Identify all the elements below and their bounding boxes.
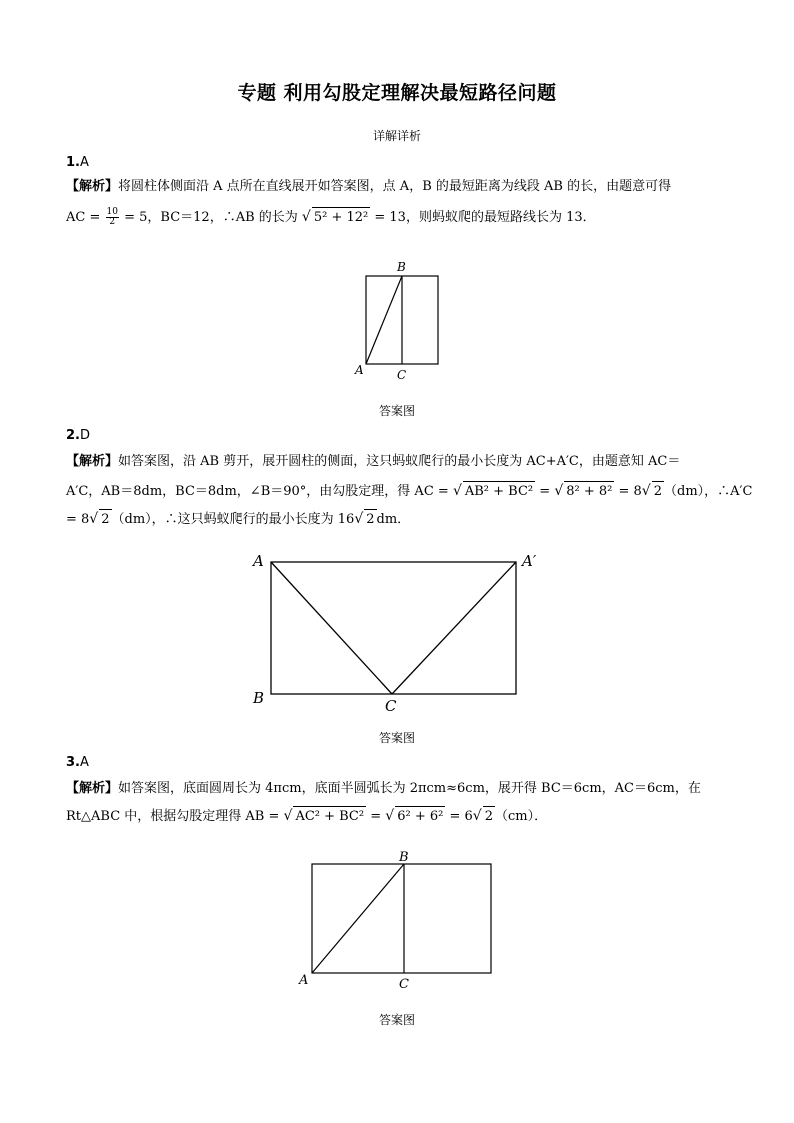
q3-line2-b: = 6 [449, 809, 473, 824]
q2-line2-c: （dm），∴A′C [664, 484, 753, 499]
q2-line2-b: = 8 [618, 484, 642, 499]
q3-sqrt1: AC² + BC² [293, 806, 366, 827]
q2-line3-c: dm． [376, 512, 411, 527]
sqrt-icon: √ [283, 808, 293, 824]
q1-line2-b: = 5，BC＝12，∴AB 的长为 [124, 210, 298, 225]
q3-mid-eq: = [370, 809, 382, 824]
sqrt-icon: √ [452, 483, 462, 499]
q3-answer: A [79, 755, 89, 770]
q1-line1-text: 将圆柱体侧面沿 A 点所在直线展开如答案图，点 A，B 的最短距离为线段 AB 的长，由题意可得 [118, 179, 672, 194]
q2-tag: 【解析】 [66, 454, 119, 469]
q1-line2-a: AC = [66, 210, 101, 225]
q2-caption: 答案图 [378, 731, 415, 745]
q2-sqrt3: 2 [652, 481, 664, 502]
q2-label-A2: A′ [522, 552, 537, 570]
q1-label-A: A [355, 363, 364, 377]
q2-sqrt4: 2 [99, 509, 111, 530]
q2-mid-eq: = [539, 484, 551, 499]
q1-label-C: C [397, 368, 407, 382]
page-subtitle: 详解详析 [372, 129, 421, 143]
q2-line3-a: = 8 [66, 512, 90, 527]
q3-tag: 【解析】 [66, 781, 119, 796]
q2-label-C: C [385, 697, 397, 715]
sqrt-icon: √ [89, 511, 99, 527]
q3-rect [312, 864, 491, 973]
q1-sqrt-expr: 5² + 12² [312, 207, 370, 228]
q3-label-C: C [399, 977, 409, 992]
q3-segment-AB [312, 864, 404, 973]
q1-frac-den: 2 [109, 217, 116, 227]
q3-line2-c: （cm）． [494, 809, 548, 824]
q2-line3-b: （dm），∴这只蚂蚁爬行的最小长度为 16 [111, 512, 355, 527]
sqrt-icon: √ [554, 483, 564, 499]
q1-frac-num: 10 [106, 207, 118, 217]
q2-label-B: B [253, 689, 265, 707]
sqrt-icon: √ [354, 511, 364, 527]
q1-answer: A [79, 155, 89, 170]
q2-number-label: 2. [66, 428, 80, 443]
q3-sqrt3: 2 [483, 806, 495, 827]
q1-caption: 答案图 [378, 404, 415, 418]
q3-line2-a: Rt△ABC 中，根据勾股定理得 AB = [66, 809, 280, 824]
q3-line1-text: 如答案图，底面圆周长为 4πcm，底面半圆弧长为 2πcm≈6cm，展开得 BC＝6cm，AC＝6cm，在 [118, 781, 701, 796]
q3-caption: 答案图 [378, 1013, 415, 1027]
q1-line2-c: = 13，则蚂蚁爬的最短路线长为 13． [374, 210, 596, 225]
q2-sqrt2: 8² + 8² [564, 481, 614, 502]
q1-tag: 【解析】 [66, 179, 119, 194]
q3-number-label: 3. [66, 755, 80, 770]
sqrt-icon: √ [301, 209, 311, 225]
q2-answer: D [79, 428, 90, 443]
q2-sqrt1: AB² + BC² [463, 481, 535, 502]
q1-label-B: B [397, 260, 406, 274]
q2-label-A: A [253, 552, 264, 570]
q3-label-A: A [299, 973, 309, 988]
q3-label-B: B [399, 850, 409, 865]
sqrt-icon: √ [641, 483, 651, 499]
page-title: 专题 利用勾股定理解决最短路径问题 [237, 82, 557, 104]
sqrt-icon: √ [472, 808, 482, 824]
q1-number-label: 1. [66, 155, 80, 170]
q3-sqrt2: 6² + 6² [395, 806, 445, 827]
q2-line2-a: A′C，AB＝8dm，BC＝8dm，∠B＝90°，由勾股定理，得 AC = [66, 484, 449, 499]
sqrt-icon: √ [385, 808, 395, 824]
q2-sqrt5: 2 [364, 509, 376, 530]
q2-line1-text: 如答案图，沿 AB 剪开，展开圆柱的侧面，这只蚂蚁爬行的最小长度为 AC+A′C，由题意知 AC＝ [118, 454, 681, 469]
